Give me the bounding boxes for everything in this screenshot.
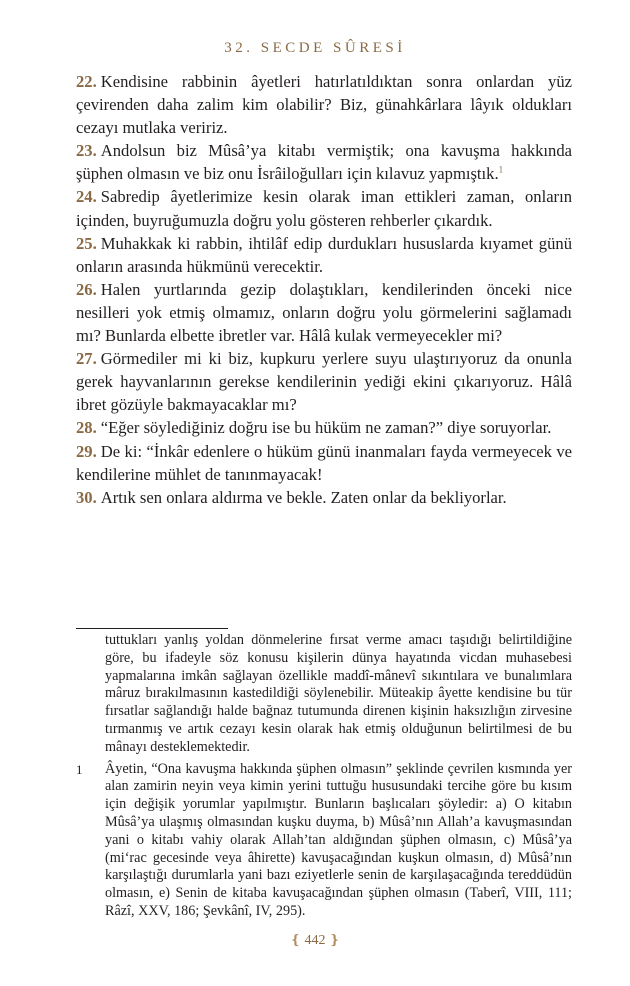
verse-text: De ki: “İnkâr edenlere o hüküm günü inanmaları fayda vermeyecek ve kendilerine mühlet de tanınmayacak! bbox=[76, 441, 572, 484]
footnotes bbox=[76, 632, 572, 921]
footnote-reference[interactable]: 1 bbox=[498, 164, 504, 175]
verse-text: Halen yurtlarında gezip dolaştıkları, kendilerinden önceki nice nesilleri yok etmiş olmamız, onların doğru yolu görmelerini sağlamadı mı? Bunlarda elbette ibretler var. Hâlâ kulak vermeyecekler mi? bbox=[76, 279, 572, 346]
verse-text: Andolsun biz Mûsâ’ya kitabı vermiştik; ona kavuşma hakkında şüphen olmasın ve biz onu İsrâiloğulları için kılavuz yapmıştık. bbox=[76, 141, 572, 184]
verse-number: 29. bbox=[76, 441, 97, 461]
verse-text: “Eğer söylediğiniz doğru ise bu hüküm ne zaman?” diye soruyorlar. bbox=[100, 418, 552, 438]
verse-24 bbox=[76, 185, 572, 231]
footnote-text: Âyetin, “Ona kavuşma hakkında şüphen olmasın” şeklinde çevrilen kısmında yer alan zamirin neyin veya kimin yerini tuttuğu hususundaki tercihe göre bu kısım için değişik yorumlar yapılmıştır. Bunların başlıcaları şöyledir: a) O kitabın Mûsâ’ya ulaşmış olmasından kuşku duyma, b) Mûsâ’nın Allah’a kavuşmasından yani o kitabı vahiy olarak Allah’tan aldığından şüphen olmasın, c) Mûsâ’ya (mi‘rac gecesinde veya âhirette) kavuşacağından kuşkun olmasın, d) Mûsâ’nın karşılaştığı durumlarla yani bazı eziyetlerle senin de karşılaşacağında tereddüdün olmasın, e) Senin de kitaba kavuşacağından şüphen olmasın (Taberî, VIII, 111; Râzî, XXV, 186; Şevkânî, IV, 295). bbox=[105, 760, 572, 919]
running-header: 32. SECDE SÛRESİ bbox=[224, 40, 406, 56]
verse-number: 22. bbox=[76, 72, 97, 91]
page-number-footer bbox=[0, 932, 630, 949]
verse-list bbox=[76, 70, 572, 509]
verse-text: Görmediler mi ki biz, kupkuru yerlere suyu ulaştırıyoruz da onunla gerek hayvanlarının gerekse kendilerinin yediği ekini çıkarıyoruz. Hâlâ ibret gözüyle bakmayacaklar mı? bbox=[76, 349, 572, 415]
verse-26 bbox=[76, 278, 572, 347]
verse-22 bbox=[76, 70, 572, 139]
verse-number: 28. bbox=[76, 418, 97, 438]
verse-28 bbox=[76, 416, 572, 439]
verse-25 bbox=[76, 232, 572, 278]
footnote-number: 1 bbox=[76, 761, 83, 777]
ornament-left-icon: ❴ bbox=[290, 932, 301, 947]
verse-number: 24. bbox=[76, 187, 97, 207]
footnote-divider bbox=[76, 628, 228, 629]
verse-number: 27. bbox=[76, 349, 97, 369]
verse-27 bbox=[76, 347, 572, 416]
verse-text: Artık sen onlara aldırma ve bekle. Zaten onlar da bekliyorlar. bbox=[100, 487, 507, 507]
verse-text: Kendisine rabbinin âyetleri hatırlatıldıktan sonra onlardan yüz çevirenden daha zalim kim olabilir? Biz, günahkârlara lâyık oldukları cezayı mutlaka veririz. bbox=[76, 72, 572, 138]
footnote-1 bbox=[76, 761, 572, 921]
verse-text: Muhakkak ki rabbin, ihtilâf edip durdukları hususlarda kıyamet günü onların arasında hükmünü verecektir. bbox=[76, 233, 572, 276]
verse-29 bbox=[76, 440, 572, 486]
footnote-continuation: tuttukları yanlış yoldan dönmelerine fırsat verme amacı taşıdığı belirtildiğine göre, bu ifadeyle söz konusu kişilerin dünya hayatında vicdan muhasebesi yapmalarına imkân sağlayan özellikle maddî-mânevî sıkıntılara ve bunalımlara mâruz bırakılmasının kastedildiği söylenebilir. Müteakip âyette kendisine bu tür fırsatlar sağlandığı halde bağnaz tutumunda direnen kişinin haksızlığın zirvesine tırmanmış ve artık cezayı kesin olarak hak etmiş olduğunun belirtilmesi de bu mânayı desteklemektedir. bbox=[105, 632, 572, 755]
verse-number: 26. bbox=[76, 279, 97, 299]
verse-30 bbox=[76, 486, 572, 509]
verse-text: Sabredip âyetlerimize kesin olarak iman ettikleri zaman, onların içinden, buyruğumuzla doğru yolu gösteren rehberler çıkardık. bbox=[76, 187, 572, 230]
verse-number: 25. bbox=[76, 233, 97, 253]
page-number: 442 bbox=[304, 933, 326, 948]
ornament-right-icon: ❵ bbox=[329, 932, 340, 947]
verse-number: 23. bbox=[76, 141, 97, 161]
verse-23 bbox=[76, 139, 572, 185]
verse-number: 30. bbox=[76, 487, 97, 507]
